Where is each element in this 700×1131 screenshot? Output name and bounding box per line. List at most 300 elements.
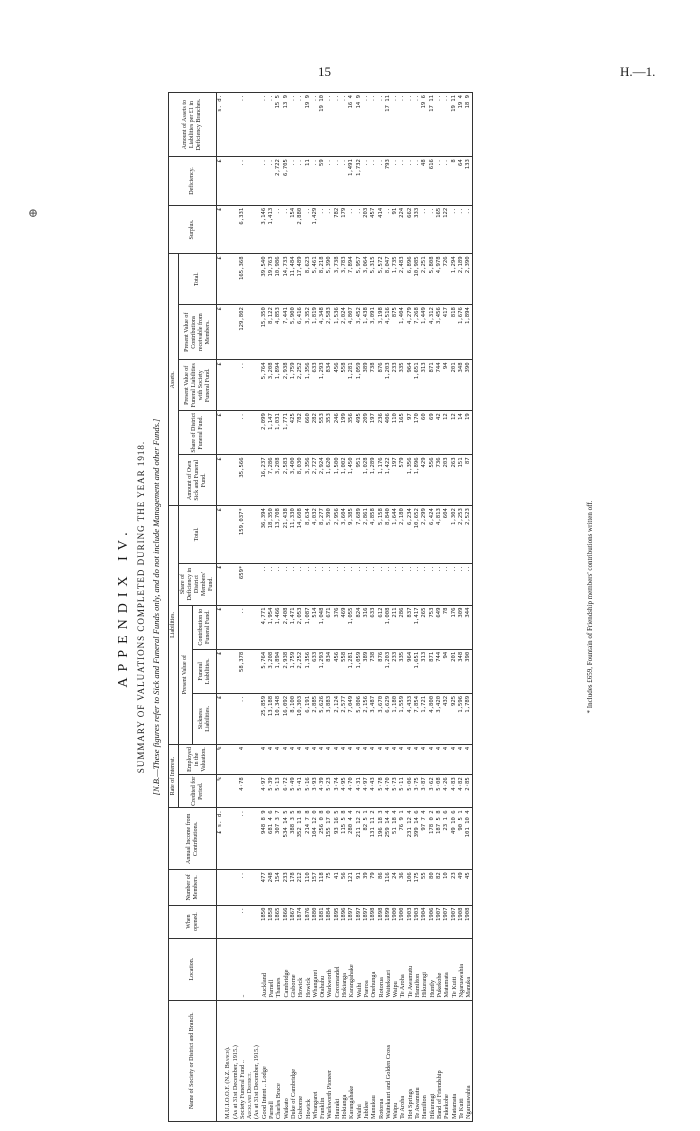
cell-pv-contributions: 129,802 (239, 305, 246, 360)
cell-rate-credited: 3·93 (312, 775, 319, 808)
cell-total-liabilities (224, 506, 231, 563)
cell-income (246, 808, 253, 870)
cell-name: Pukekohe (443, 1000, 450, 1121)
cell-sickness: 5,806 (356, 693, 363, 744)
cell-sickness: 1,721 (421, 693, 428, 744)
cell-funeral: 348 (458, 649, 465, 693)
cell-opened: 1908 (465, 905, 473, 938)
cell-pv-contributions: 4,853 (275, 305, 282, 360)
cell-pv-contributions: 1,404 (399, 305, 406, 360)
cell-surplus: 154 (290, 205, 297, 254)
cell-rate-credited (253, 775, 260, 808)
cell-share-district (232, 411, 239, 455)
cell-income: 187 5 8 (436, 808, 443, 870)
cell-share-deficiency: .. (297, 563, 304, 605)
cell-total-assets (253, 254, 260, 305)
cell-income: 681 4 6 (268, 808, 275, 870)
cell-income: 256 0 8 (319, 808, 326, 870)
cell-name: M.U.I.O.O.F. (N.Z. Branch). (224, 1000, 231, 1121)
cell-location: Matamata (443, 938, 450, 1000)
cell-own-fund: 951 (356, 455, 363, 506)
cell-own-fund: 1,289 (370, 455, 377, 506)
cell-location: Rotorua (378, 938, 385, 1000)
table-row (378, 93, 385, 1122)
cell-income: 211 12 2 (356, 808, 363, 870)
cell-members (253, 870, 260, 905)
cell-surplus: .. (421, 205, 428, 254)
cell-sickness: 4,433 (407, 693, 414, 744)
cell-opened: 1881 (319, 905, 326, 938)
cell-per-member (224, 93, 231, 157)
cell-income: 352 11 8 (297, 808, 304, 870)
hdr-pv-contributions: Present Value of Contributions receivable from Members. (179, 305, 217, 360)
cell-rate-employed: 4 (319, 744, 326, 775)
cell-surplus (253, 205, 260, 254)
cell-total-liabilities: 7,689 (356, 506, 363, 563)
cell-location: Ngaruawahia (458, 938, 465, 1000)
cell-sickness (246, 693, 253, 744)
cell-rate-credited: 5·16 (305, 775, 312, 808)
cell-pv-funeral: 1,651 (414, 360, 421, 411)
cell-total-assets: 5,808 (429, 254, 436, 305)
cell-surplus: 782 (334, 205, 341, 254)
cell-deficiency: .. (370, 157, 377, 206)
cell-total-assets: 1,294 (451, 254, 458, 305)
cell-share-deficiency: .. (378, 563, 385, 605)
table-row (421, 93, 428, 1122)
cell-total-liabilities: 2,180 (399, 506, 406, 563)
cell-income: 231 12 4 (407, 808, 414, 870)
cell-per-member: .. (290, 93, 297, 157)
cell-share-deficiency (224, 563, 231, 605)
cell-per-member: .. (414, 93, 421, 157)
cell-own-fund: 87 (465, 455, 473, 506)
cell-pv-funeral: 5,764 (261, 360, 268, 411)
cell-own-fund: 3,400 (290, 455, 297, 506)
cell-total-liabilities: 2,299 (421, 506, 428, 563)
cell-name: Karangahake (348, 1000, 355, 1121)
cell-rate-credited (224, 775, 231, 808)
table-row (341, 93, 348, 1122)
cell-share-district: 69 (429, 411, 436, 455)
cell-per-member: .. (297, 93, 304, 157)
cell-own-fund: 3,208 (275, 455, 282, 506)
cell-sickness: 6,629 (385, 693, 392, 744)
cell-share-deficiency: .. (275, 563, 282, 605)
cell-share-deficiency: .. (429, 563, 436, 605)
cell-sickness (232, 693, 239, 744)
cell-contribution: 824 (356, 605, 363, 649)
cell-name: Jubilee (363, 1000, 370, 1121)
cell-opened: 1866 (283, 905, 290, 938)
cell-share-district: 209 (363, 411, 370, 455)
cell-rate-credited: 4·43 (370, 775, 377, 808)
cell-surplus: 122 (443, 205, 450, 254)
cell-members: 118 (319, 870, 326, 905)
cell-income: 97 7 4 (421, 808, 428, 870)
cell-total-liabilities: 2,523 (465, 506, 473, 563)
cell-name: Waikato (283, 1000, 290, 1121)
cell-share-district: 19 (465, 411, 473, 455)
cell-funeral: 964 (407, 649, 414, 693)
table-row (399, 93, 406, 1122)
table-row (458, 93, 465, 1122)
cell-contribution: 1,008 (385, 605, 392, 649)
cell-funeral: 744 (436, 649, 443, 693)
table-row (268, 93, 275, 1122)
cell-income: 23 1 6 (443, 808, 450, 870)
cell-opened: 1897 (363, 905, 370, 938)
unit-pound-3: £ (217, 605, 225, 649)
cell-name: Gisborne (297, 1000, 304, 1121)
cell-own-fund: 151 (458, 455, 465, 506)
cell-total-liabilities: 8,277 (319, 506, 326, 563)
unit-income: £ s. d. (217, 808, 225, 870)
cell-location: Auckland (261, 938, 268, 1000)
cell-per-member: .. (436, 93, 443, 157)
cell-sickness: 10,348 (275, 693, 282, 744)
cell-name: Ngaruawahia (465, 1000, 473, 1121)
cell-deficiency: 59 (319, 157, 326, 206)
cell-deficiency: 64 (458, 157, 465, 206)
cell-pv-contributions: 8,122 (268, 305, 275, 360)
cell-income: 280 4 4 (348, 808, 355, 870)
cell-share-district: 42 (436, 411, 443, 455)
cell-contribution: 309 (458, 605, 465, 649)
cell-rate-employed: 4 (443, 744, 450, 775)
cell-rate-employed: 4 (334, 744, 341, 775)
cell-share-district: 246 (334, 411, 341, 455)
cell-total-assets: 17,489 (297, 254, 304, 305)
cell-income: 214 7 8 (305, 808, 312, 870)
cell-opened (246, 905, 253, 938)
cell-deficiency: 133 (465, 157, 473, 206)
cell-members (232, 870, 239, 905)
cell-share-deficiency: .. (348, 563, 355, 605)
cell-share-district: .. (239, 411, 246, 455)
cell-opened: 1898 (378, 905, 385, 938)
cell-contribution: 612 (378, 605, 385, 649)
cell-location: Waihi (356, 938, 363, 1000)
cell-pv-contributions: 3,452 (356, 305, 363, 360)
cell-pv-contributions: 3,456 (436, 305, 443, 360)
cell-pv-funeral: 389 (363, 360, 370, 411)
cell-sickness: 1,596 (458, 693, 465, 744)
cell-per-member: .. (261, 93, 268, 157)
cell-pv-contributions (246, 305, 253, 360)
cell-opened: 1903 (414, 905, 421, 938)
cell-income: .. (239, 808, 246, 870)
cell-per-member: .. (312, 93, 319, 157)
unit-pound-9: £ (217, 305, 225, 360)
cell-per-member: 19 9 (305, 93, 312, 157)
cell-pv-contributions: 3,091 (370, 305, 377, 360)
cell-funeral: 2,938 (283, 649, 290, 693)
cell-members: 157 (312, 870, 319, 905)
cell-rate-credited: 4·39 (319, 775, 326, 808)
cell-sickness: 3,487 (370, 693, 377, 744)
cell-per-member: .. (370, 93, 377, 157)
cell-name: Hokianga (341, 1000, 348, 1121)
cell-sickness: 2,156 (363, 693, 370, 744)
cell-per-member: .. (268, 93, 275, 157)
cell-share-district: 1,771 (283, 411, 290, 455)
cell-members (224, 870, 231, 905)
cell-rate-employed: 4 (348, 744, 355, 775)
cell-name: Hikurangi (429, 1000, 436, 1121)
cell-contribution: 837 (407, 605, 414, 649)
cell-deficiency: .. (312, 157, 319, 206)
cell-pv-contributions (224, 305, 231, 360)
table-row (407, 93, 414, 1122)
cell-members: 110 (305, 870, 312, 905)
cell-opened: 1858 (268, 905, 275, 938)
cell-share-deficiency (232, 563, 239, 605)
cell-members: 212 (297, 870, 304, 905)
cell-rate-employed: 4 (312, 744, 319, 775)
cell-per-member: 14 9 (356, 93, 363, 157)
cell-location: Paeroa (363, 938, 370, 1000)
cell-name: Manukau (370, 1000, 377, 1121)
cell-deficiency: .. (363, 157, 370, 206)
cell-rate-credited: 5·11 (399, 775, 406, 808)
cell-opened: 1907 (443, 905, 450, 938)
cell-share-deficiency: .. (326, 563, 333, 605)
table-row (239, 93, 246, 1122)
cell-rate-employed: 4 (399, 744, 406, 775)
cell-total-assets: 6,896 (407, 254, 414, 305)
cell-share-deficiency: 659* (239, 563, 246, 605)
cell-share-district: 12 (451, 411, 458, 455)
unit-pound-4: £ (217, 563, 225, 605)
hdr-contribution: Contribution to Funeral Fund. (193, 605, 217, 649)
cell-location (232, 938, 239, 1000)
cell-contribution: 1,466 (275, 605, 282, 649)
cell-total-assets: 5,572 (378, 254, 385, 305)
cell-rate-credited: 6·72 (283, 775, 290, 808)
cell-share-district: 1,147 (268, 411, 275, 455)
cell-sickness: 10,303 (297, 693, 304, 744)
cell-pv-funeral: 1,059 (356, 360, 363, 411)
cell-contribution: 376 (334, 605, 341, 649)
cell-members: 23 (451, 870, 458, 905)
cell-pv-funeral: 964 (407, 360, 414, 411)
cell-sickness: 5,626 (319, 693, 326, 744)
cell-pv-funeral (253, 360, 260, 411)
hdr-share-deficiency: Share of Deficiency in District Members' Fund. (179, 563, 217, 605)
cell-members: 39 (363, 870, 370, 905)
cell-contribution: 1,048 (319, 605, 326, 649)
table-row (246, 93, 253, 1122)
cell-funeral: 876 (378, 649, 385, 693)
cell-total-assets: 2,189 (458, 254, 465, 305)
table-row (261, 93, 268, 1122)
cell-pv-funeral: 876 (378, 360, 385, 411)
footnote: * Includes £659, Fountain of Friendship members' contributions written off. (586, 500, 594, 714)
cell-contribution: 671 (326, 605, 333, 649)
cell-pv-funeral: 834 (326, 360, 333, 411)
cell-share-deficiency: .. (414, 563, 421, 605)
cell-pv-funeral: 233 (392, 360, 399, 411)
cell-deficiency: 8 (451, 157, 458, 206)
cell-sickness: 1,559 (399, 693, 406, 744)
cell-location (246, 938, 253, 1000)
cell-members: 24 (392, 870, 399, 905)
cell-rate-credited: 5·41 (297, 775, 304, 808)
cell-own-fund: 35,566 (239, 455, 246, 506)
cell-deficiency: .. (297, 157, 304, 206)
cell-members: 82 (436, 870, 443, 905)
cell-members (246, 870, 253, 905)
cell-funeral: 558 (341, 649, 348, 693)
cell-income: 90 5 1 (458, 808, 465, 870)
cell-total-liabilities: 3,604 (341, 506, 348, 563)
cell-per-member: 13 9 (283, 93, 290, 157)
hdr-per-member: Amount of Assets to Liabilities per £1 in Deficiency Branches. (169, 93, 217, 157)
cell-members: 55 (421, 870, 428, 905)
cell-members: 106 (407, 870, 414, 905)
cell-surplus: .. (319, 205, 326, 254)
cell-rate-credited: 4·97 (363, 775, 370, 808)
cell-total-assets: 2,483 (399, 254, 406, 305)
cell-pv-funeral: 3,208 (268, 360, 275, 411)
cell-deficiency: 616 (429, 157, 436, 206)
cell-rate-employed (224, 744, 231, 775)
cell-members: 116 (385, 870, 392, 905)
cell-share-district: 60 (421, 411, 428, 455)
hdr-name: Name of Society or District and Branch. (169, 1000, 217, 1121)
cell-share-district: 97 (407, 411, 414, 455)
cell-own-fund: 2,583 (283, 455, 290, 506)
cell-members: 49 (458, 870, 465, 905)
cell-location: Hikurangi (421, 938, 428, 1000)
cell-share-district: 14 (458, 411, 465, 455)
cell-total-liabilities (232, 506, 239, 563)
cell-members: 56 (341, 870, 348, 905)
cell-total-liabilities: 11,330 (290, 506, 297, 563)
cell-own-fund: 556 (429, 455, 436, 506)
cell-total-assets: 3,738 (334, 254, 341, 305)
cell-deficiency: 2,722 (275, 157, 282, 206)
cell-deficiency: 793 (385, 157, 392, 206)
cell-rate-employed: 4 (385, 744, 392, 775)
cell-location: Otahuhu (319, 938, 326, 1000)
hdr-deficiency: Deficiency. (169, 157, 217, 206)
table-row (370, 93, 377, 1122)
cell-share-district: 197 (370, 411, 377, 455)
cell-sickness: 925 (451, 693, 458, 744)
table-row (363, 93, 370, 1122)
cell-share-deficiency: .. (392, 563, 399, 605)
cell-members: 178 (290, 870, 297, 905)
cell-location: .. (239, 938, 246, 1000)
cell-deficiency: .. (399, 157, 406, 206)
cell-own-fund: 3,356 (305, 455, 312, 506)
cell-total-assets: 2,390 (465, 254, 473, 305)
table-row (283, 93, 290, 1122)
cell-share-deficiency: .. (363, 563, 370, 605)
cell-total-liabilities: 4,858 (370, 506, 377, 563)
hdr-own-fund: Amount of Own Sick and Funeral Fund. (179, 455, 217, 506)
cell-deficiency (246, 157, 253, 206)
cell-share-deficiency: .. (465, 563, 473, 605)
cell-location: Karangahake (348, 938, 355, 1000)
cell-income: 399 14 6 (414, 808, 421, 870)
cell-funeral: 738 (370, 649, 377, 693)
cell-funeral: 389 (363, 649, 370, 693)
cell-sickness: 1,789 (465, 693, 473, 744)
cell-total-liabilities: 2,861 (363, 506, 370, 563)
cell-pv-contributions: 5,900 (290, 305, 297, 360)
cell-funeral: 633 (312, 649, 319, 693)
cell-pv-contributions: 4,807 (348, 305, 355, 360)
cell-opened: 1880 (312, 905, 319, 938)
cell-contribution: 514 (312, 605, 319, 649)
cell-sickness: 3,420 (436, 693, 443, 744)
cell-opened: 1906 (429, 905, 436, 938)
cell-funeral: 201 (451, 649, 458, 693)
cell-sickness: 432 (443, 693, 450, 744)
cell-total-liabilities: 2,956 (334, 506, 341, 563)
cell-contribution: 2,408 (283, 605, 290, 649)
cell-opened: 1903 (407, 905, 414, 938)
page-number: 15 (318, 64, 331, 79)
cell-total-assets: 5,390 (326, 254, 333, 305)
cell-members: 175 (414, 870, 421, 905)
cell-total-liabilities: 8,634 (305, 506, 312, 563)
cell-share-deficiency: .. (261, 563, 268, 605)
hdr-pv-funeral: Present Value of Funeral Liabilities with Society Funeral Fund. (179, 360, 217, 411)
cell-surplus: .. (348, 205, 355, 254)
cell-total-liabilities: 4,813 (436, 506, 443, 563)
cell-income (224, 808, 231, 870)
table-row (385, 93, 392, 1122)
cell-share-deficiency: .. (283, 563, 290, 605)
cell-own-fund: 263 (451, 455, 458, 506)
cell-total-liabilities: 36,394 (261, 506, 268, 563)
cell-rate-credited: 5·73 (392, 775, 399, 808)
cell-total-liabilities: 1,302 (451, 506, 458, 563)
cell-share-district: 660 (305, 411, 312, 455)
cell-total-assets: 8,047 (385, 254, 392, 305)
cell-contribution: 1,954 (268, 605, 275, 649)
cell-share-district: 282 (312, 411, 319, 455)
table-row (305, 93, 312, 1122)
cell-opened: 1874 (297, 905, 304, 938)
cell-funeral (253, 649, 260, 693)
cell-surplus: 414 (378, 205, 385, 254)
cell-share-deficiency: .. (356, 563, 363, 605)
cell-sickness (253, 693, 260, 744)
cell-share-deficiency: .. (312, 563, 319, 605)
cell-income: 115 5 8 (341, 808, 348, 870)
cell-income: 131 11 2 (370, 808, 377, 870)
cell-rate-credited: 4·70 (348, 775, 355, 808)
cell-sickness: .. (239, 693, 246, 744)
cell-members: 45 (465, 870, 473, 905)
cell-pv-contributions: 4,348 (319, 305, 326, 360)
cell-sickness: 25,859 (261, 693, 268, 744)
cell-share-district: 782 (297, 411, 304, 455)
cell-pv-funeral: 1,281 (348, 360, 355, 411)
cell-per-member: 17 11 (385, 93, 392, 157)
cell-opened: 1884 (326, 905, 333, 938)
hdr-present-value: Present Value of (179, 605, 193, 744)
cell-members: 41 (334, 870, 341, 905)
cell-own-fund: 1,002 (341, 455, 348, 506)
cell-total-liabilities: 6,234 (407, 506, 414, 563)
cell-own-fund: 1,028 (363, 455, 370, 506)
